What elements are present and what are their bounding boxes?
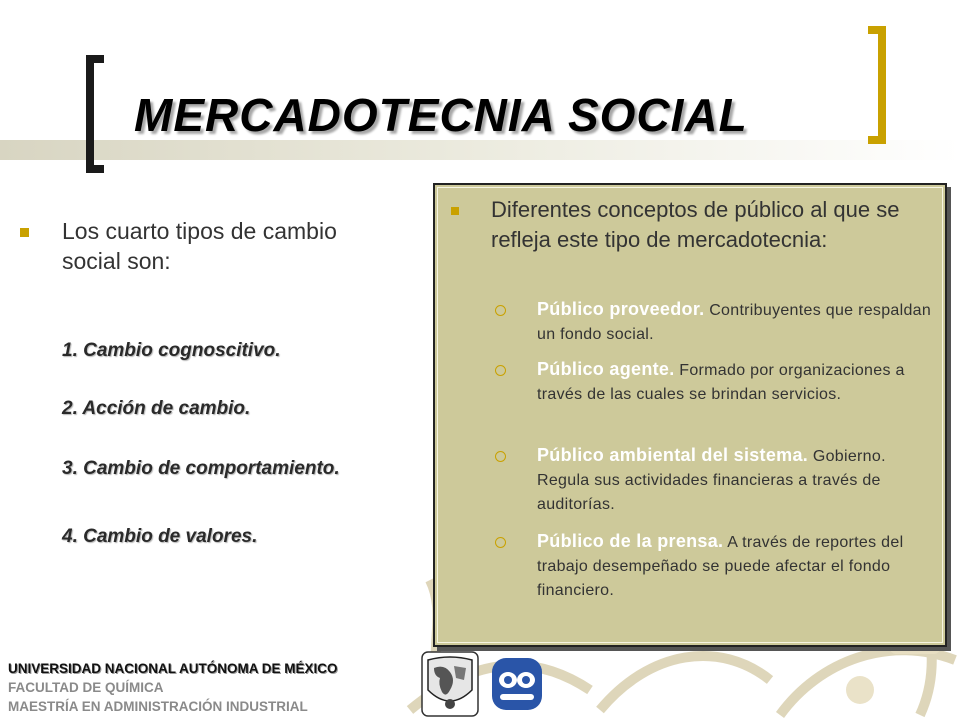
- circle-bullet-icon: [495, 365, 506, 376]
- footer-faculty: FACULTAD DE QUÍMICA: [8, 680, 164, 695]
- list-item-heading: Público proveedor.: [537, 299, 705, 319]
- footer-program: MAESTRÍA EN ADMINISTRACIÓN INDUSTRIAL: [8, 699, 308, 714]
- facultad-quimica-logo: [486, 652, 548, 716]
- list-item-body: Formado por organizaciones a través de las cuales se brindan servicios.: [537, 362, 905, 403]
- intro-block: [20, 216, 400, 276]
- circle-bullet-icon: [495, 305, 506, 316]
- change-item: 1. Cambio cognoscitivo.: [62, 340, 281, 361]
- list-item-heading: Público agente.: [537, 359, 675, 379]
- list-item: [435, 443, 945, 517]
- list-item-heading: Público de la prensa.: [537, 531, 724, 551]
- public-concepts-box: [433, 183, 947, 647]
- square-bullet-icon: [20, 228, 29, 237]
- slide-title: MERCADOTECNIA SOCIAL: [134, 89, 748, 141]
- list-item-body: Gobierno. Regula sus actividades financieras a través de auditorías.: [537, 448, 886, 513]
- intro-text: Los cuarto tipos de cambio social son:: [62, 218, 337, 274]
- title-band: [0, 140, 960, 160]
- circle-bullet-icon: [495, 537, 506, 548]
- list-item-heading: Público ambiental del sistema.: [537, 445, 809, 465]
- square-bullet-icon: [451, 207, 459, 215]
- list-item: [435, 297, 945, 347]
- footer: [8, 659, 418, 716]
- change-item: 3. Cambio de comportamiento.: [62, 458, 340, 479]
- left-bracket: [86, 55, 104, 173]
- list-item-body: A través de reportes del trabajo desempeñado se puede afectar el fondo financiero.: [537, 534, 904, 599]
- footer-university: UNIVERSIDAD NACIONAL AUTÓNOMA DE MÉXICO: [8, 661, 338, 676]
- list-item-text: [537, 443, 933, 517]
- circle-bullet-icon: [495, 451, 506, 462]
- right-bracket: [868, 26, 886, 144]
- list-item: [435, 357, 945, 407]
- list-item-text: [537, 357, 933, 407]
- change-item: 2. Acción de cambio.: [62, 398, 251, 419]
- unam-seal-logo: [420, 650, 480, 718]
- box-intro-text: Diferentes conceptos de público al que se refleja este tipo de mercadotecnia:: [491, 197, 900, 252]
- list-item: [435, 529, 945, 603]
- list-item-text: [537, 529, 933, 603]
- list-item-body: Contribuyentes que respaldan un fondo social.: [537, 302, 932, 343]
- change-item: 4. Cambio de valores.: [62, 526, 258, 547]
- list-item-text: [537, 297, 933, 347]
